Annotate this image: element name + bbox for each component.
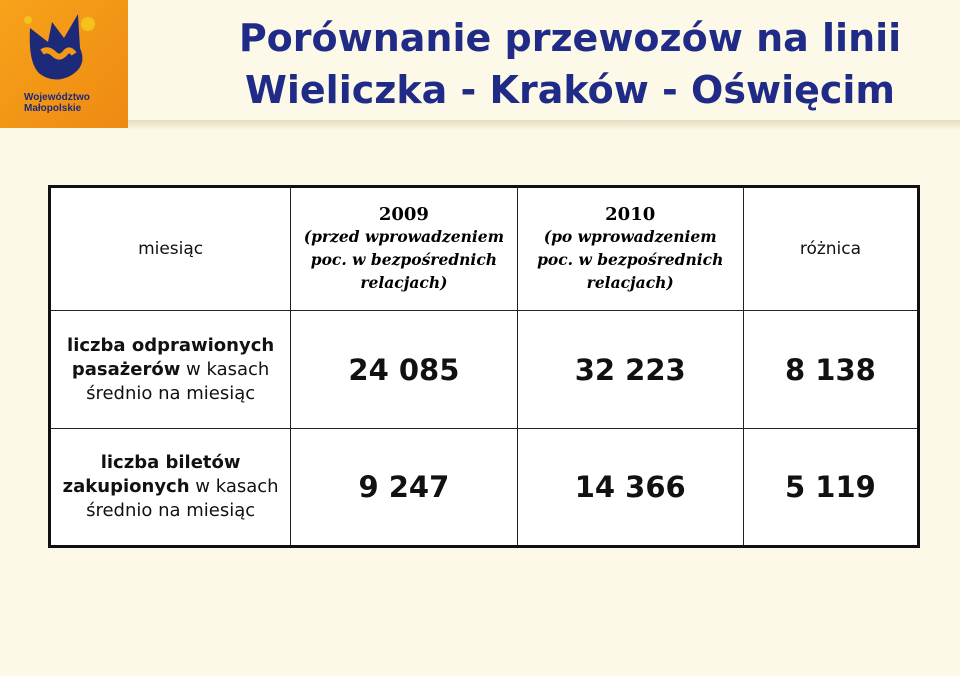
- row-label-bold-2: zakupionych: [62, 476, 190, 497]
- row-label-plain-2: w kasach: [180, 358, 270, 380]
- header-2009-note-3: relacjach): [360, 273, 448, 292]
- value-2009: 9 247: [291, 429, 517, 547]
- logo: [0, 0, 128, 128]
- header-2010-year: 2010: [605, 204, 656, 225]
- table-row: [50, 311, 919, 429]
- value-2010: 32 223: [517, 311, 743, 429]
- header-2009-note-1: (przed wprowadzeniem: [303, 227, 504, 246]
- title-line-2: Wieliczka - Kraków - Oświęcim: [244, 68, 896, 112]
- logo-line-1: Województwo: [24, 92, 90, 103]
- header-2009-year: 2009: [378, 204, 429, 225]
- header-difference-label: różnica: [799, 239, 862, 259]
- header-2010-note-1: (po wprowadzeniem: [543, 227, 717, 246]
- header-2009: [291, 187, 517, 311]
- header-month: [50, 187, 291, 311]
- header-2010-note-2: poc. w bezpośrednich: [537, 250, 724, 269]
- title-underline: [128, 120, 960, 130]
- value-difference: 8 138: [743, 311, 918, 429]
- header-difference: [743, 187, 918, 311]
- row-label-plain-3: średnio na miesiąc: [86, 500, 256, 521]
- malopolska-region-logo-icon: [18, 8, 108, 90]
- row-label-plain-3: średnio na miesiąc: [86, 382, 256, 404]
- logo-line-2: Małopolskie: [24, 103, 82, 114]
- row-label-bold-2: pasażerów: [71, 358, 181, 380]
- header-2010-note-3: relacjach): [586, 273, 674, 292]
- title-line-1: Porównanie przewozów na linii: [238, 16, 902, 60]
- row-label-bold-1: liczba biletów: [100, 452, 241, 473]
- value-2009: 24 085: [291, 311, 517, 429]
- comparison-table: [48, 185, 920, 548]
- table-header-row: [50, 187, 919, 311]
- header-2010: [517, 187, 743, 311]
- row-label-tickets: [50, 429, 291, 547]
- logo-text: [24, 92, 124, 114]
- row-label-bold-1: liczba odprawionych: [67, 334, 275, 356]
- table-row: [50, 429, 919, 547]
- row-label-plain-2: w kasach: [189, 476, 279, 497]
- header-month-label: miesiąc: [138, 239, 204, 259]
- header-2009-note-2: poc. w bezpośrednich: [310, 250, 498, 269]
- row-label-passengers: [50, 311, 291, 429]
- value-2010: 14 366: [517, 429, 743, 547]
- value-difference: 5 119: [743, 429, 918, 547]
- page-title: [190, 12, 950, 116]
